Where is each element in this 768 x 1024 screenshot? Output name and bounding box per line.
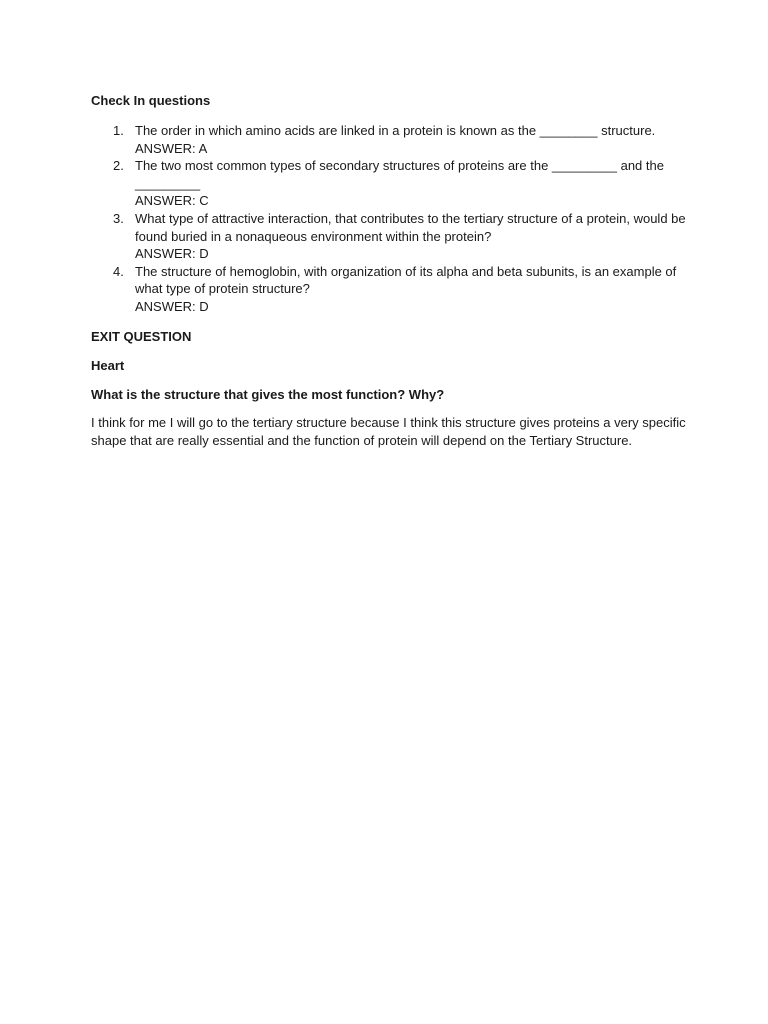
- question-answer: ANSWER: D: [135, 246, 209, 262]
- exit-subheading: Heart: [91, 357, 125, 373]
- question-text: What type of attractive interaction, that contributes to the tertiary structure of a protein, would be found buried in a nonaqueous environment within the protein?: [135, 210, 686, 244]
- question-answer: ANSWER: C: [135, 193, 209, 209]
- question-item-3: [91, 210, 691, 263]
- question-answer: ANSWER: D: [135, 298, 209, 314]
- question-item-4: [91, 263, 691, 316]
- check-in-question-list: [91, 122, 691, 316]
- question-number: 4.: [113, 263, 124, 279]
- question-text: The structure of hemoglobin, with organization of its alpha and beta subunits, is an example of what type of protein structure?: [135, 263, 677, 297]
- exit-response-paragraph: I think for me I will go to the tertiary structure because I think this structure gives proteins a very specific shape that are really essential and the function of protein will depend on the Tertiary Structure.: [91, 414, 686, 449]
- exit-question-heading: EXIT QUESTION: [91, 328, 192, 344]
- question-item-2: [91, 157, 691, 210]
- question-number: 3.: [113, 210, 124, 226]
- question-text: The order in which amino acids are linked in a protein is known as the ________ structure.: [135, 123, 656, 138]
- question-item-1: [91, 122, 691, 157]
- check-in-heading: Check In questions: [91, 93, 211, 108]
- question-number: 2.: [113, 158, 124, 174]
- question-number: 1.: [113, 123, 124, 138]
- question-answer: ANSWER: A: [135, 140, 208, 156]
- document-page: [91, 92, 691, 451]
- exit-prompt: What is the structure that gives the most function? Why?: [91, 386, 445, 402]
- question-text: The two most common types of secondary structures of proteins are the _________ and the _________: [135, 158, 664, 191]
